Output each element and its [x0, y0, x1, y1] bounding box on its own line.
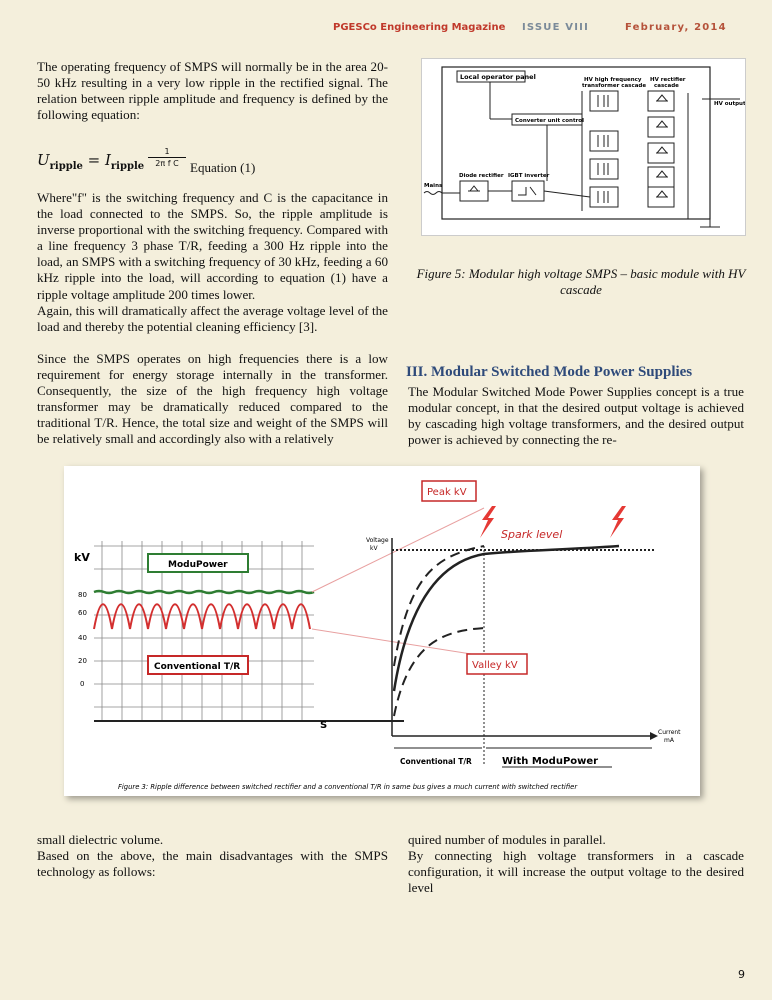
svg-text:Peak kV: Peak kV [427, 487, 467, 498]
svg-text:kV: kV [370, 545, 378, 552]
paragraph: The Modular Switched Mode Power Supplies concept is a true modular concept, in that the desired output voltage is achieved by cascading high voltage transformers, and the desired output power is achieved by connecting the re- [408, 384, 744, 448]
svg-text:cascade: cascade [654, 83, 679, 89]
svg-text:40: 40 [78, 634, 87, 642]
paragraph: Based on the above, the main disadvantages with the SMPS technology as follows: [37, 848, 388, 880]
right-column-top [408, 384, 744, 448]
svg-text:Figure 3: Ripple difference be: Figure 3: Ripple difference between switched rectifier and a conventional T/R in same bus gives a much current with switched rectifier [118, 783, 578, 791]
left-column-top [37, 59, 388, 123]
page-number: 9 [738, 968, 745, 981]
paragraph: The operating frequency of SMPS will normally be in the area 20-50 kHz resulting in a very low ripple in the rectified signal. The relation between ripple amplitude and frequency is defined by the following equation: [37, 59, 388, 123]
svg-text:S: S [320, 720, 328, 731]
svg-text:transformer cascade: transformer cascade [582, 83, 647, 89]
svg-text:20: 20 [78, 657, 87, 665]
svg-text:60: 60 [78, 609, 87, 617]
paragraph: Since the SMPS operates on high frequencies there is a low requirement for energy storage internally in the transformer. Consequently, the size of the high frequency high voltage transformer may be dramatically reduced compared to the traditional T/R. Hence, the total size and weight of the SMPS will be relatively small and accordingly also with a relatively [37, 350, 388, 447]
svg-text:Current: Current [658, 729, 681, 736]
equation-expression: $U_{ripple} = I_{ripple}$ [37, 151, 145, 172]
svg-text:ModuPower: ModuPower [168, 560, 228, 570]
svg-text:0: 0 [80, 680, 85, 688]
svg-text:Voltage: Voltage [366, 537, 389, 544]
svg-text:Mains: Mains [424, 183, 443, 189]
svg-text:IGBT inverter: IGBT inverter [508, 173, 550, 179]
paragraph: Where"f" is the switching frequency and C is the capacitance in the load connected to the SMPS. So, the ripple amplitude is inverse proportional with the switching frequency. Compared with a line frequency 3 phase T/R, feeding a 300 Hz ripple into the load, an SMPS with a switching frequency of 30 kHz, feeding a 60 kHz ripple into the load, will according to equation (1) have a ripple voltage amplitude 200 times lower. [37, 190, 388, 302]
paragraph: quired number of modules in parallel. [408, 832, 606, 847]
section-heading: III. Modular Switched Mode Power Supplies [406, 364, 693, 380]
svg-text:mA: mA [664, 737, 674, 744]
svg-text:Conventional T/R: Conventional T/R [400, 757, 472, 766]
equation-fraction: 1 2π f C [148, 147, 186, 168]
svg-text:Diode rectifier: Diode rectifier [459, 173, 504, 179]
left-column-bottom [37, 832, 388, 880]
figure-5-caption: Figure 5: Modular high voltage SMPS – basic module with HV cascade [416, 266, 746, 297]
equation-1 [37, 147, 337, 177]
left-column-middle [37, 190, 388, 447]
svg-text:Spark level: Spark level [501, 528, 563, 541]
paragraph: Again, this will dramatically affect the average voltage level of the load and thereby the potential cleaning efficiency [3]. [37, 302, 388, 334]
svg-text:With ModuPower: With ModuPower [502, 756, 599, 767]
right-column-bottom [408, 832, 744, 896]
svg-text:HV high frequency: HV high frequency [584, 77, 642, 83]
figure-3-image [64, 466, 700, 796]
issue-label: ISSUE VIII [522, 22, 590, 33]
svg-text:Conventional T/R: Conventional T/R [154, 662, 241, 672]
equation-label: Equation (1) [190, 160, 256, 175]
magazine-name: PGESCo Engineering Magazine [333, 22, 506, 33]
svg-text:HV output: HV output [714, 101, 745, 107]
paragraph: small dielectric volume. [37, 832, 164, 847]
svg-text:Converter unit control: Converter unit control [515, 118, 584, 124]
svg-text:Local operator panel: Local operator panel [460, 73, 536, 81]
figure-5-diagram [421, 58, 746, 236]
svg-text:Valley kV: Valley kV [472, 660, 518, 671]
svg-text:80: 80 [78, 591, 87, 599]
svg-text:HV rectifier: HV rectifier [650, 77, 686, 83]
page-header [0, 22, 772, 38]
svg-text:kV: kV [74, 551, 90, 564]
paragraph: By connecting high voltage transformers in a cascade configuration, it will increase the output voltage to the desired level [408, 848, 744, 896]
issue-date: February, 2014 [625, 22, 727, 33]
